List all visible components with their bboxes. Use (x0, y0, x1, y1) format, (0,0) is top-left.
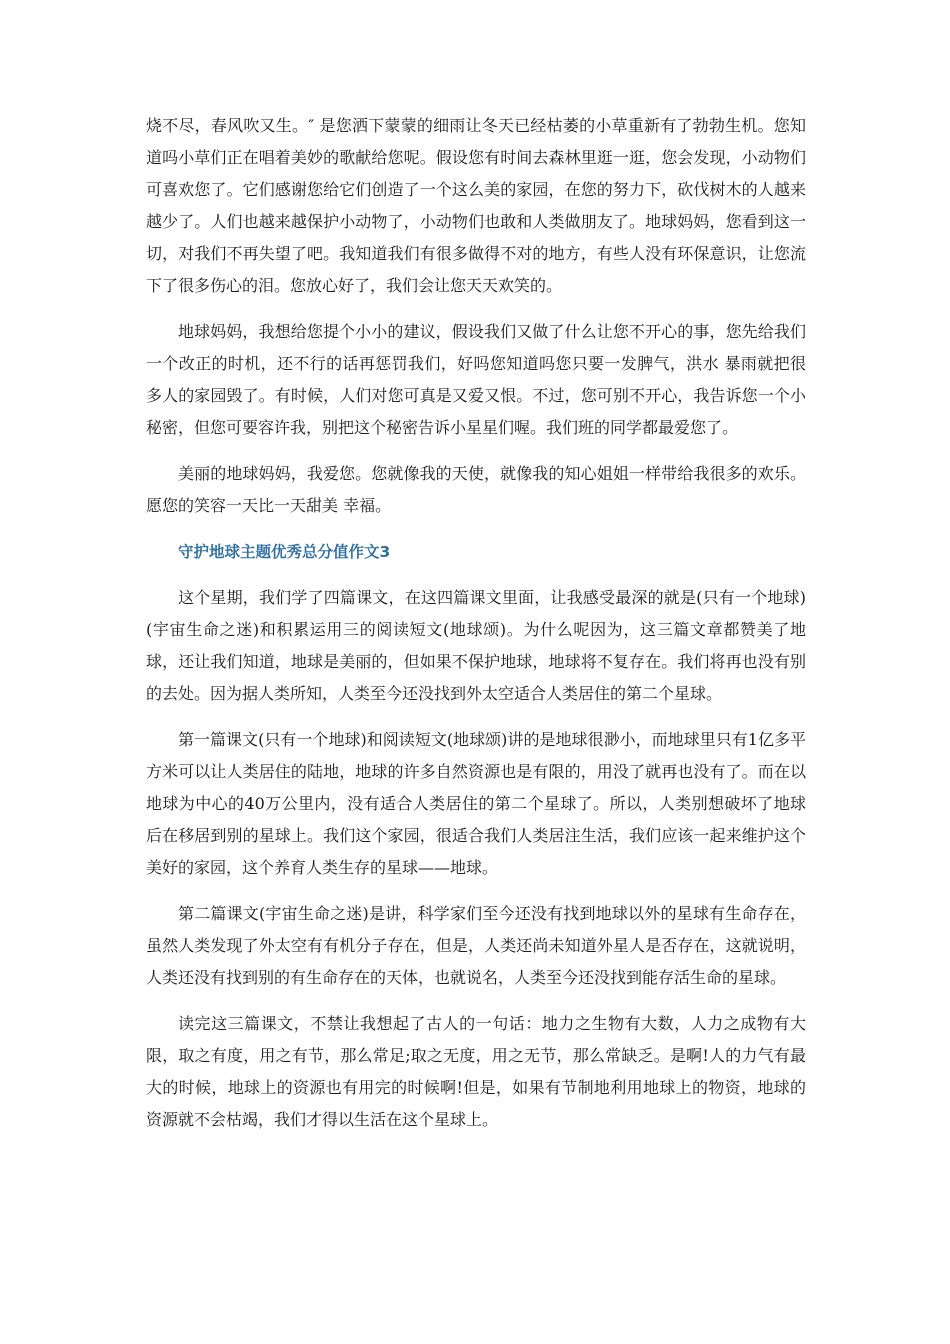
paragraph: 读完这三篇课文，不禁让我想起了古人的一句话：地力之生物有大数，人力之成物有大限，取之有度，用之有节，那么常足;取之无度，用之无节，那么常缺乏。是啊!人的力气有最大的时候，地球上的资源也有用完的时候啊!但是，如果有节制地利用地球上的物资，地球的资源就不会枯竭，我们才得以生活在这个星球上。 (146, 1014, 806, 1129)
paragraph: 第二篇课文(宇宙生命之迷)是讲，科学家们至今还没有找到地球以外的星球有生命存在，虽然人类发现了外太空有有机分子存在，但是，人类还尚未知道外星人是否存在，这就说明，人类还没有找到别的有生命存在的天体，也就说名，人类至今还没找到能存活生命的星球。 (146, 904, 806, 987)
paragraph: 地球妈妈，我想给您提个小小的建议，假设我们又做了什么让您不开心的事，您先给我们一个改正的时机，还不行的话再惩罚我们，好吗您知道吗您只要一发脾气，洪水 暴雨就把很多人的家园毁了。有时候，人们对您可真是又爱又恨。不过，您可别不开心，我告诉您一个小秘密，但您可要容许我，别把这个秘密告诉小星星们喔。我们班的同学都最爱您了。 (146, 322, 806, 437)
document-page (146, 110, 806, 1150)
paragraph: 烧不尽，春风吹又生。″ 是您洒下蒙蒙的细雨让冬天已经枯萎的小草重新有了勃勃生机。您知道吗小草们正在唱着美妙的歌献给您呢。假设您有时间去森林里逛一逛，您会发现，小动物们可喜欢您了。它们感谢您给它们创造了一个这么美的家园，在您的努力下，砍伐树木的人越来越少了。人们也越来越保护小动物了，小动物们也敢和人类做朋友了。地球妈妈，您看到这一切，对我们不再失望了吧。我知道我们有很多做得不对的地方，有些人没有环保意识，让您流下了很多伤心的泪。您放心好了，我们会让您天天欢笑的。 (146, 116, 806, 295)
paragraph: 美丽的地球妈妈，我爱您。您就像我的天使，就像我的知心姐姐一样带给我很多的欢乐。愿您的笑容一天比一天甜美 幸福。 (146, 464, 806, 515)
paragraph: 第一篇课文(只有一个地球)和阅读短文(地球颂)讲的是地球很渺小，而地球里只有1亿多平方米可以让人类居住的陆地，地球的许多自然资源也是有限的，用没了就再也没有了。而在以地球为中心的40万公里内，没有适合人类居住的第二个星球了。所以，人类别想破坏了地球后在移居到别的星球上。我们这个家园，很适合我们人类居注生活，我们应该一起来维护这个美好的家园，这个养育人类生存的星球——地球。 (146, 730, 806, 877)
paragraph: 这个星期，我们学了四篇课文，在这四篇课文里面，让我感受最深的就是(只有一个地球) (宇宙生命之迷)和积累运用三的阅读短文(地球颂)。为什么呢因为，这三篇文章都赞美了地球，还让我们知道，地球是美丽的，但如果不保护地球，地球将不复存在。我们将再也没有别的去处。因为据人类所知，人类至今还没找到外太空适合人类居住的第二个星球。 (146, 588, 806, 703)
section-heading: 守护地球主题优秀总分值作文3 (178, 543, 391, 561)
